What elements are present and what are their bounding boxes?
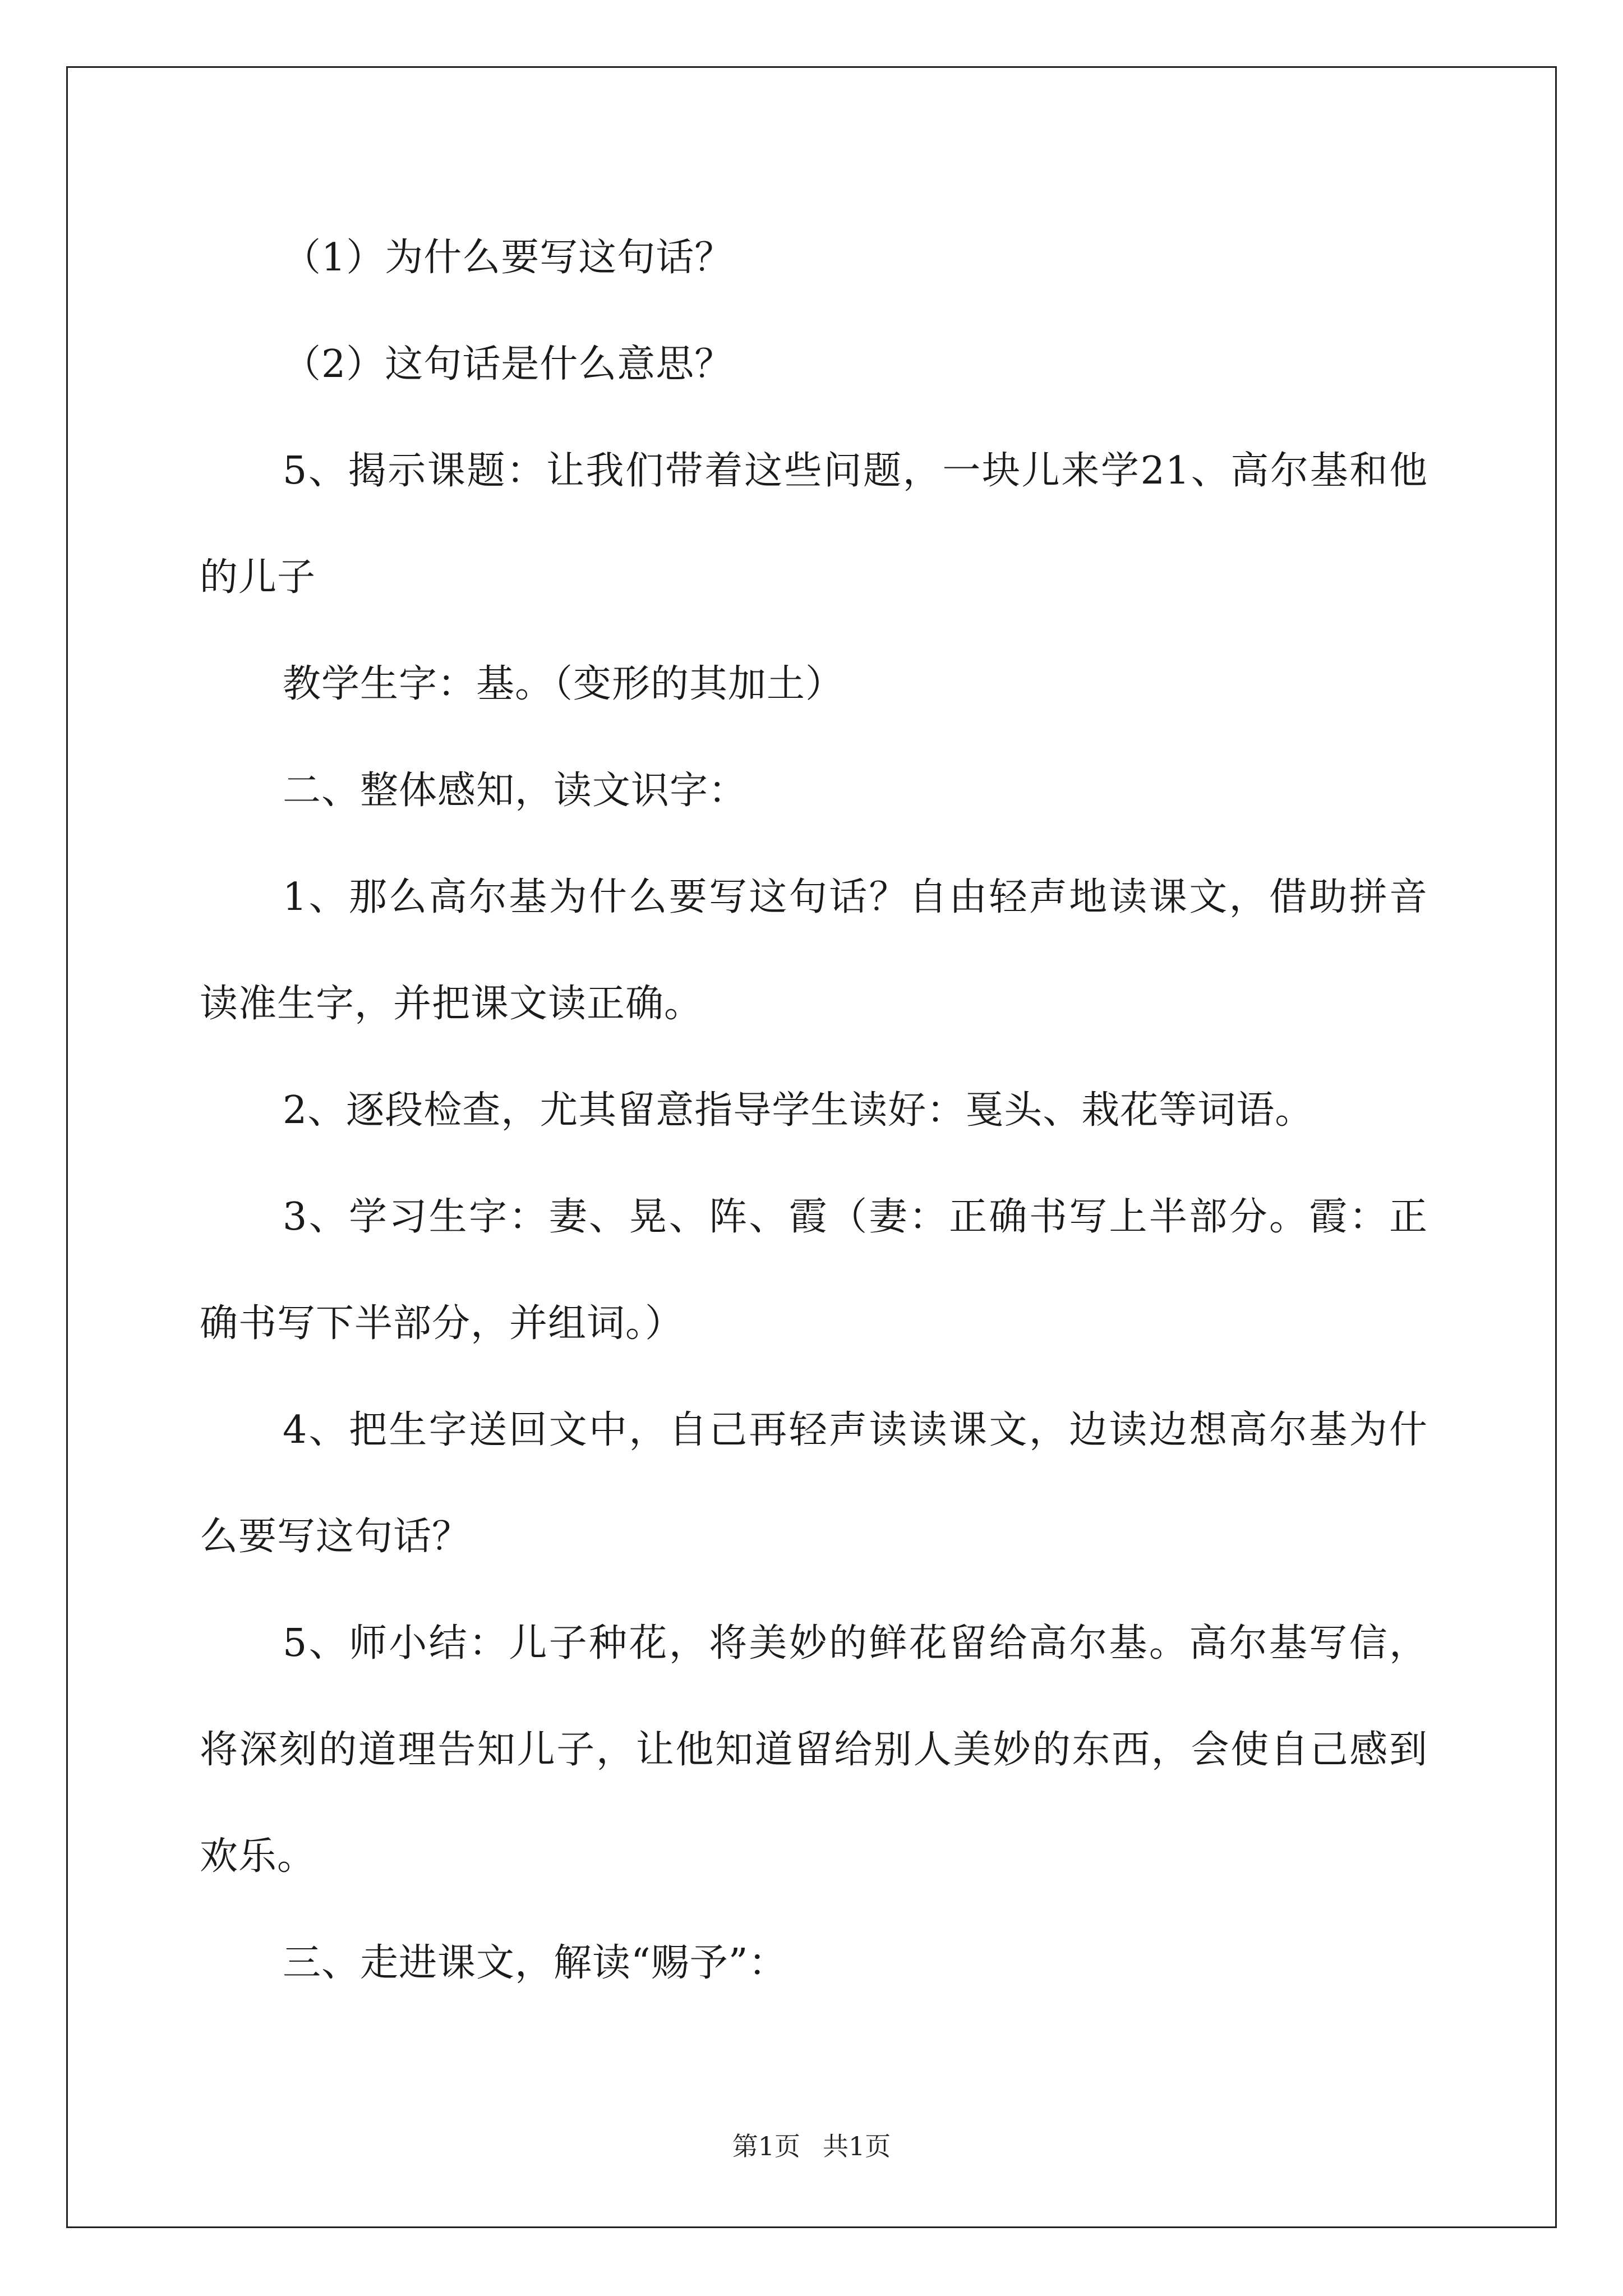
- paragraph: [200, 418, 1428, 631]
- paragraph: [200, 1590, 1428, 1910]
- paragraph-text: 教学生字：基。（变形的其加土）: [283, 662, 845, 706]
- paragraph-text: 1、那么高尔基为什么要写这句话？自由轻声地读课文，借助拼音读准生字，并把课文读正确。: [200, 875, 1428, 1026]
- paragraph: [200, 1057, 1428, 1164]
- paragraph: [200, 205, 1428, 311]
- paragraph: [200, 1377, 1428, 1590]
- paragraph-text: 二、整体感知，读文识字：: [283, 769, 748, 813]
- paragraph-text: 3、学习生字：妻、晃、阵、霞（妻：正确书写上半部分。霞：正确书写下半部分，并组词。）: [200, 1195, 1428, 1346]
- paragraph: [200, 844, 1428, 1057]
- page-footer: [0, 2126, 1623, 2163]
- paragraph: [200, 738, 1428, 844]
- page-total: 共1页: [823, 2131, 891, 2161]
- paragraph: [200, 631, 1428, 738]
- page-number: 第1页: [732, 2131, 800, 2161]
- paragraph-text: 2、逐段检查，尤其留意指导学生读好：戛头、栽花等词语。: [283, 1088, 1314, 1133]
- paragraph-text: 5、揭示课题：让我们带着这些问题，一块儿来学21、高尔基和他的儿子: [200, 449, 1428, 600]
- paragraph: [200, 311, 1428, 418]
- paragraph-text: （1）为什么要写这句话？: [283, 236, 734, 280]
- paragraph: [200, 1164, 1428, 1377]
- paragraph: [200, 1910, 1428, 2017]
- paragraph-text: 三、走进课文，解读“赐予”：: [283, 1941, 787, 1985]
- paragraph-text: 5、师小结：儿子种花，将美妙的鲜花留给高尔基。高尔基写信，将深刻的道理告知儿子，让他知道留给别人美妙的东西，会使自己感到欢乐。: [200, 1621, 1428, 1879]
- paragraph-text: （2）这句话是什么意思？: [283, 342, 734, 386]
- paragraph-text: 4、把生字送回文中，自己再轻声读读课文，边读边想高尔基为什么要写这句话？: [200, 1408, 1428, 1559]
- document-body: [200, 205, 1428, 2017]
